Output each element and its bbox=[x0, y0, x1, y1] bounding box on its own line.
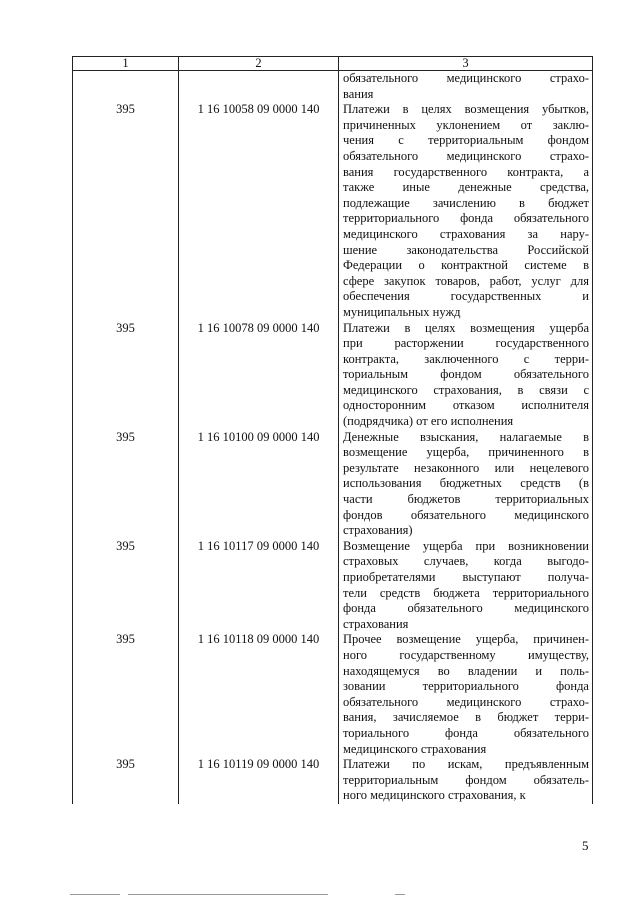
budget-codes-table-container bbox=[72, 56, 592, 804]
description-line: медицинского страхования, в связи с bbox=[343, 382, 589, 397]
continuation-row bbox=[73, 71, 593, 103]
description-line: Федерации о контрактной системе в bbox=[343, 258, 589, 273]
description-cell bbox=[339, 430, 593, 539]
budget-code-cell: 1 16 10078 09 0000 140 bbox=[179, 321, 339, 430]
description-line: (подрядчика) от его исполнения bbox=[343, 414, 514, 429]
table-row bbox=[73, 102, 593, 320]
admin-code-cell: 395 bbox=[73, 321, 179, 430]
description-line: ториального фонда обязательного bbox=[343, 725, 589, 740]
budget-code-cell bbox=[179, 71, 339, 103]
description-line: односторонним отказом исполнителя bbox=[343, 398, 589, 413]
description-line: шение законодательства Российской bbox=[343, 242, 589, 257]
table-row bbox=[73, 757, 593, 804]
description-cell bbox=[339, 71, 593, 103]
description-line: обязательного медицинского страхо- bbox=[343, 148, 589, 163]
description-line: причиненных уклонением от заклю- bbox=[343, 117, 589, 132]
description-line: ного медицинского страхования, к bbox=[343, 788, 526, 803]
table-row bbox=[73, 632, 593, 757]
description-line: обязательного медицинского страхо- bbox=[343, 694, 589, 709]
description-line: территориального фонда обязательного bbox=[343, 211, 589, 226]
table-row bbox=[73, 430, 593, 539]
description-line: ного государственному имуществу, bbox=[343, 647, 589, 662]
description-line: подлежащие зачислению в бюджет bbox=[343, 195, 589, 210]
description-line: части бюджетов территориальных bbox=[343, 492, 589, 507]
description-line: контракта, заключенного с терри- bbox=[343, 351, 589, 366]
description-line: использования бюджетных средств (в bbox=[343, 476, 589, 491]
table-row bbox=[73, 321, 593, 430]
budget-code-cell: 1 16 10058 09 0000 140 bbox=[179, 102, 339, 320]
description-line: результате незаконного или нецелевого bbox=[343, 460, 589, 475]
column-3-header: 3 bbox=[339, 57, 593, 71]
description-cell bbox=[339, 539, 593, 633]
footer-rule-left bbox=[70, 894, 120, 895]
admin-code-cell: 395 bbox=[73, 539, 179, 633]
description-line: находящемуся во владении и поль- bbox=[343, 663, 589, 678]
column-2-header: 2 bbox=[179, 57, 339, 71]
column-1-header: 1 bbox=[73, 57, 179, 71]
description-line: Возмещение ущерба при возникновении bbox=[343, 538, 589, 553]
description-line: Платежи в целях возмещения ущерба bbox=[343, 320, 589, 335]
description-cell bbox=[339, 757, 593, 804]
budget-code-cell: 1 16 10117 09 0000 140 bbox=[179, 539, 339, 633]
description-line: зовании территориального фонда bbox=[343, 679, 589, 694]
budget-codes-table bbox=[72, 56, 593, 804]
description-line: фондов обязательного медицинского bbox=[343, 507, 589, 522]
admin-code-cell bbox=[73, 71, 179, 103]
description-line: сфере закупок товаров, работ, услуг для bbox=[343, 273, 589, 288]
description-line: также иные денежные средства, bbox=[343, 180, 589, 195]
description-line: приобретателями выступают получа- bbox=[343, 570, 589, 584]
admin-code-cell: 395 bbox=[73, 102, 179, 320]
budget-code-cell: 1 16 10118 09 0000 140 bbox=[179, 632, 339, 757]
budget-code-cell: 1 16 10100 09 0000 140 bbox=[179, 430, 339, 539]
description-line: обеспечения государственных и bbox=[343, 289, 589, 304]
description-line: ториальным фондом обязательного bbox=[343, 367, 589, 382]
description-line: медицинского страхования bbox=[343, 741, 487, 756]
table-row bbox=[73, 539, 593, 633]
budget-code-cell: 1 16 10119 09 0000 140 bbox=[179, 757, 339, 804]
description-line: чения с территориальным фондом bbox=[343, 133, 589, 148]
footer-rule-middle bbox=[128, 894, 328, 895]
admin-code-cell: 395 bbox=[73, 757, 179, 804]
description-line: фонда обязательного медицинского bbox=[343, 601, 589, 616]
description-line: территориальным фондом обязатель- bbox=[343, 772, 589, 787]
description-cell bbox=[339, 632, 593, 757]
description-cell bbox=[339, 102, 593, 320]
description-line: страхования bbox=[343, 616, 409, 631]
column-number-row bbox=[73, 57, 593, 71]
description-line: Платежи в целях возмещения убытков, bbox=[343, 102, 589, 117]
description-line: страховых случаев, когда выгодо- bbox=[343, 554, 589, 569]
description-line: Платежи по искам, предъявленным bbox=[343, 757, 589, 772]
admin-code-cell: 395 bbox=[73, 430, 179, 539]
description-line: Прочее возмещение ущерба, причинен- bbox=[343, 632, 589, 647]
description-line: муниципальных нужд bbox=[343, 304, 461, 319]
description-line: возмещение ущерба, причиненного в bbox=[343, 445, 589, 460]
description-line: обязательного медицинского страхо- bbox=[343, 71, 589, 85]
description-line: страхования) bbox=[343, 523, 413, 538]
description-line: вания bbox=[343, 86, 374, 101]
description-cell bbox=[339, 321, 593, 430]
description-line: вания государственного контракта, а bbox=[343, 164, 589, 179]
description-line: Денежные взыскания, налагаемые в bbox=[343, 429, 589, 444]
table-body bbox=[73, 71, 593, 804]
description-line: тели средств бюджета территориального bbox=[343, 585, 589, 600]
footer-rule-right bbox=[395, 894, 405, 895]
admin-code-cell: 395 bbox=[73, 632, 179, 757]
page-number: 5 bbox=[582, 838, 589, 853]
description-line: при расторжении государственного bbox=[343, 336, 589, 351]
description-line: медицинского страхования за нару- bbox=[343, 226, 589, 241]
description-line: вания, зачисляемое в бюджет терри- bbox=[343, 710, 589, 725]
